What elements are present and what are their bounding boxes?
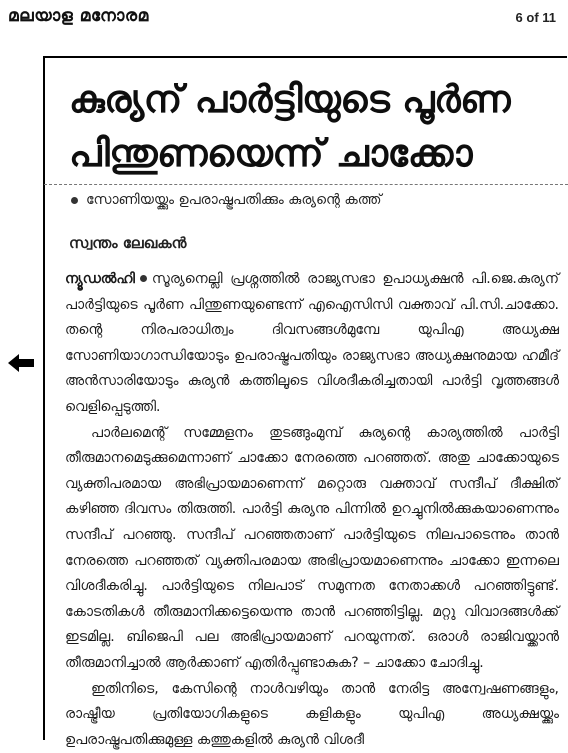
bullet-icon: [71, 197, 78, 204]
paragraph-text: സൂര്യനെല്ലി പ്രശ്നത്തിൽ രാജ്യസഭാ ഉപാധ്യക്ഷൻ പി.ജെ.കുര്യന് പാർട്ടിയുടെ പൂർണ പിന്തുണയുണ്ടെന്ന് എഐസിസി വക്താവ് പി.സി.ചാക്കോ. തന്റെ നിരപരാധിത്വം ദിവസങ്ങൾമുമ്പേ യുപിഎ അധ്യക്ഷ സോണിയാഗാന്ധിയോടും ഉപരാഷ്ട്രപതിയും രാജ്യസഭാ അധ്യക്ഷനുമായ ഹമീദ് അൻസാരിയോടും കുര്യൻ കത്തിലൂടെ വിശദീകരിച്ചതായി പാർട്ടി വൃത്തങ്ങൾ വെളിപ്പെടുത്തി.: [65, 271, 559, 415]
paragraph: [65, 267, 559, 421]
article: [43, 56, 567, 740]
byline: സ്വന്തം ലേഖകൻ: [69, 234, 186, 252]
top-bar: [0, 0, 568, 36]
bullet-icon: [140, 275, 147, 282]
headline: കുര്യന് പാർട്ടിയുടെ പൂർണ പിന്തുണയെന്ന് ചാക്കോ: [69, 72, 559, 180]
subhead-text: സോണിയയ്ക്കും ഉപരാഷ്ട്രപതിക്കും കുര്യന്റെ കത്ത്: [86, 190, 382, 210]
arrow-left-icon[interactable]: [8, 354, 34, 372]
divider: [44, 184, 568, 185]
page-indicator: 6 of 11: [516, 10, 556, 25]
dateline: ന്യൂഡൽഹി: [65, 271, 135, 287]
subhead: [71, 190, 551, 210]
article-body: [65, 267, 559, 753]
masthead: [8, 6, 149, 26]
paragraph: പാർലമെന്റ് സമ്മേളനം തുടങ്ങുംമുമ്പ് കുര്യന്റെ കാര്യത്തിൽ പാർട്ടി തീരുമാനമെടുക്കുമെന്നാണ് ചാക്കോ നേരത്തെ പറഞ്ഞത്. അതു ചാക്കോയുടെ വ്യക്തിപരമായ അഭിപ്രായമാണെന്ന് മറ്റൊരു വക്താവ് സന്ദീപ് ദീക്ഷിത് കഴിഞ്ഞ ദിവസം തിരുത്തി. പാർട്ടി കുര്യനു പിന്നിൽ ഉറച്ചുനിൽക്കുകയാണെന്നും സന്ദീപ് പറഞ്ഞു. സന്ദീപ് പറഞ്ഞതാണ് പാർട്ടിയുടെ നിലപാടെന്നും താൻ നേരത്തെ പറഞ്ഞത് വ്യക്തിപരമായ അഭിപ്രായമാണെന്നും ചാക്കോ ഇന്നലെ വിശദീകരിച്ചു. പാർട്ടിയുടെ നിലപാട് സമുന്നത നേതാക്കൾ പറഞ്ഞിട്ടുണ്ട്. കോടതികൾ തീരുമാനിക്കട്ടെയെന്നു താൻ പറഞ്ഞിട്ടില്ല. മറ്റു വിവാദങ്ങൾക്ക് ഇടമില്ല. ബിജെപി പല അഭിപ്രായമാണ് പറയുന്നത്. ഒരാൾ രാജിവയ്ക്കാൻ തീരുമാനിച്ചാൽ ആർക്കാണ് എതിർപ്പുണ്ടാകുക? – ചാക്കോ ചോദിച്ചു.: [65, 421, 559, 677]
paragraph: ഇതിനിടെ, കേസിന്റെ നാൾവഴിയും താൻ നേരിട്ട അന്വേഷണങ്ങളും, രാഷ്ട്രീയ പ്രതിയോഗികളുടെ കളികളും യുപിഎ അധ്യക്ഷയ്ക്കും ഉപരാഷ്ട്രപതിക്കുമുള്ള കത്തുകളിൽ കുര്യൻ വിശദീ: [65, 677, 559, 753]
masthead-title: മലയാള മനോരമ: [8, 6, 149, 26]
